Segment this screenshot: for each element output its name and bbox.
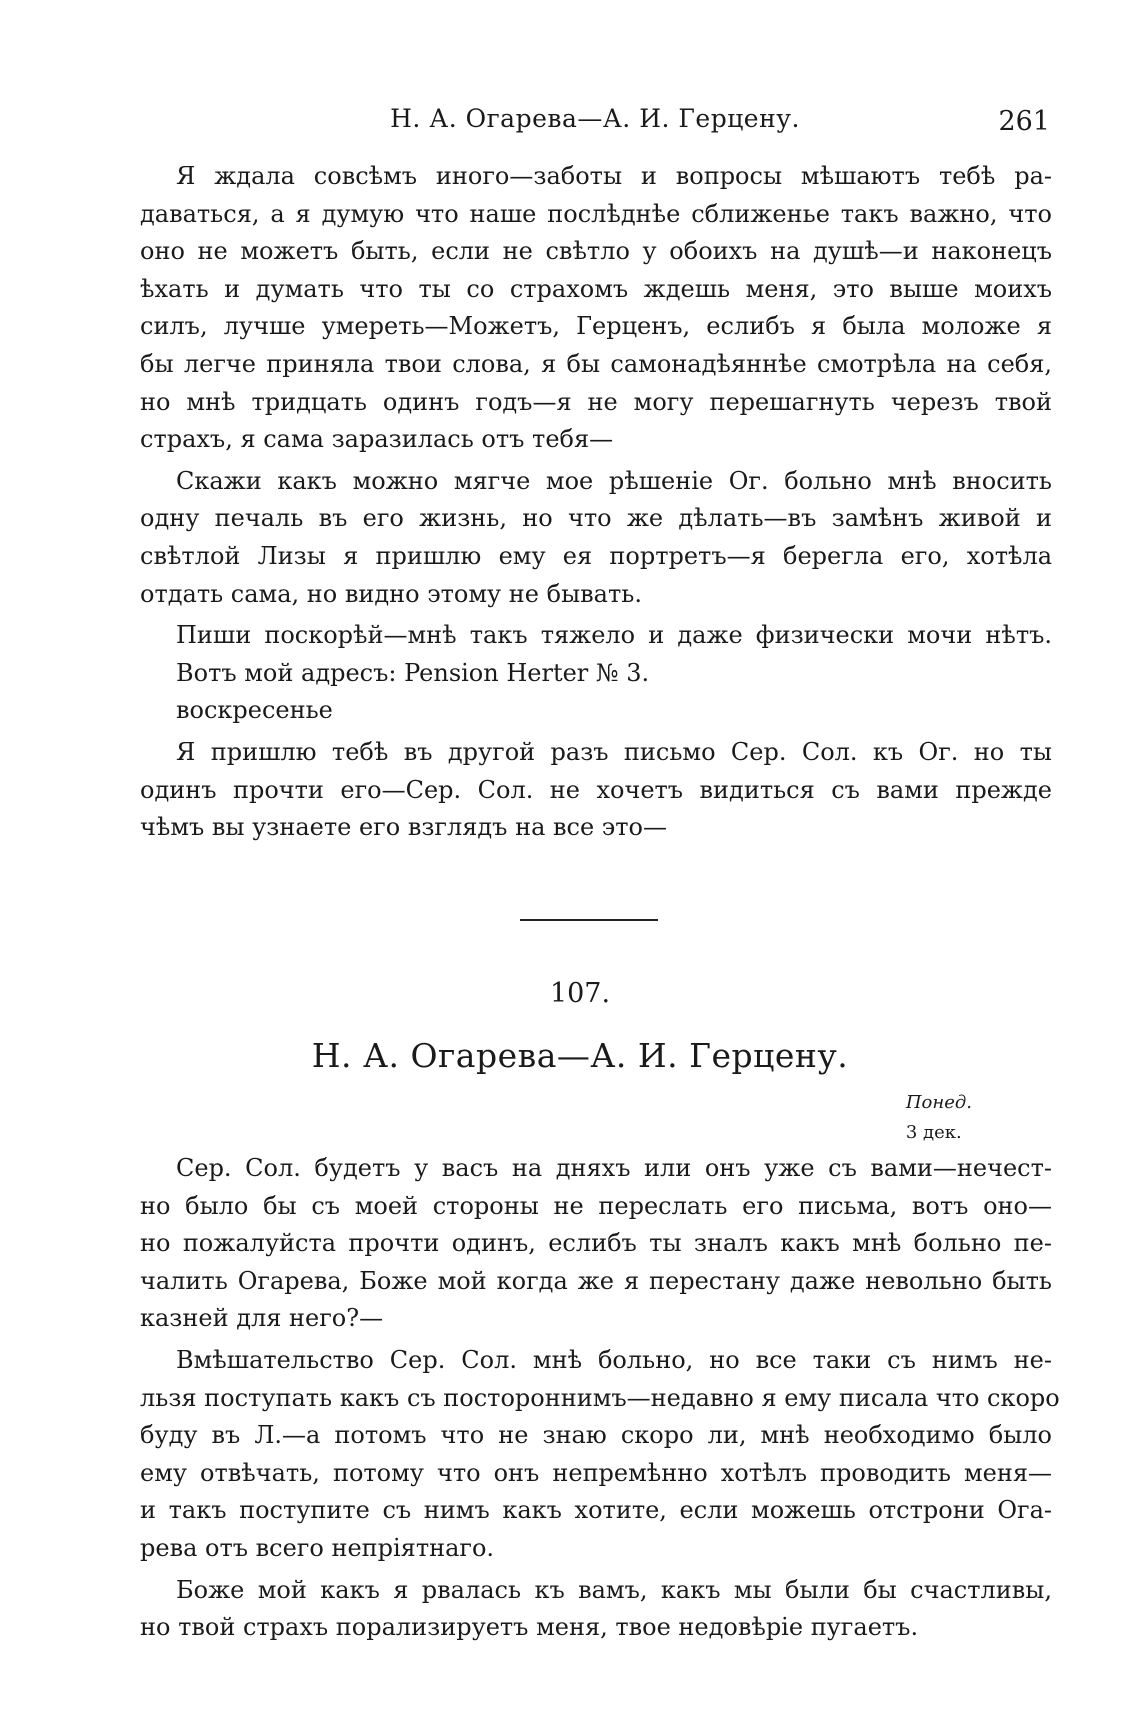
section-divider: [520, 919, 658, 921]
text-line: бы легче приняла твои слова, я бы самонадѣяннѣе смотрѣла на себя,: [140, 349, 1052, 378]
text-line: силъ, лучше умереть—Можетъ, Герценъ, еслибъ я была моложе я: [140, 312, 1052, 341]
text-line: оно не можетъ быть, если не свѣтло у обоихъ на душѣ—и наконецъ: [140, 237, 1052, 266]
text-line: ему отвѣчать, потому что онъ непремѣнно хотѣлъ проводить меня—: [140, 1458, 1052, 1487]
text-line: одну печаль въ его жизнь, но что же дѣлать—въ замѣнъ живой и: [140, 504, 1052, 533]
text-line: но было бы съ моей стороны не переслать его письма, вотъ оно—: [140, 1191, 1052, 1220]
text-line: но пожалуйста прочти одинъ, еслибъ ты зналъ какъ мнѣ больно пе-: [140, 1229, 1052, 1258]
text-line: страхъ, я сама заразилась отъ тебя—: [140, 425, 614, 454]
text-line: и такъ поступите съ нимъ какъ хотите, если можешь отстрони Ога-: [140, 1496, 1052, 1525]
weekday-line: воскресенье: [176, 696, 333, 725]
text-line: но твой страхъ порализируетъ меня, твое недовѣріе пугаетъ.: [140, 1613, 919, 1642]
page-number: 261: [998, 106, 1050, 137]
running-head: [140, 104, 1050, 144]
dateline: [906, 1088, 972, 1148]
text-line: казней для него?—: [140, 1304, 384, 1333]
text-line: рева отъ всего непріятнаго.: [140, 1533, 495, 1562]
text-line: Я пришлю тебѣ въ другой разъ письмо Сер. Сол. къ Ог. но ты: [176, 737, 1052, 766]
text-line: отдать сама, но видно этому не бывать.: [140, 579, 642, 608]
running-title: Н. А. Огарева—А. И. Герцену.: [390, 104, 800, 133]
paragraph: [140, 463, 1052, 613]
text-line: Боже мой какъ я рвалась къ вамъ, какъ мы были бы счастливы,: [176, 1575, 1052, 1604]
paragraph: [140, 617, 1052, 730]
text-line: даваться, а я думую что наше послѣднѣе сближенье такъ важно, что: [140, 199, 1052, 228]
text-line: Сер. Сол. будетъ у васъ на дняхъ или онъ уже съ вами—нечест-: [176, 1154, 1052, 1182]
paragraph: [140, 158, 1052, 459]
text-line: Скажи какъ можно мягче мое рѣшеніе Ог. больно мнѣ вносить: [176, 466, 1052, 495]
paragraph: [140, 1150, 1052, 1338]
text-line: свѣтлой Лизы я пришлю ему ея портретъ—я берегла его, хотѣла: [140, 541, 1052, 570]
text-line: но мнѣ тридцать одинъ годъ—я не могу перешагнуть черезъ твой: [140, 387, 1052, 416]
paragraph: [140, 1572, 1052, 1647]
text-line: чѣмъ вы узнаете его взглядъ на все это—: [140, 813, 667, 842]
address-line: Вотъ мой адресъ: Pension Herter № 3.: [176, 658, 650, 687]
text-line: чалить Огарева, Боже мой когда же я перестану даже невольно быть: [140, 1266, 1052, 1295]
letter-heading: Н. А. Огарева—А. И. Герцену.: [311, 1036, 849, 1075]
paragraph: [140, 1342, 1060, 1568]
new-letter-body: [140, 1150, 1060, 1647]
dateline-day: Понед.: [905, 1092, 972, 1113]
text-line: одинъ прочти его—Сер. Сол. не хочетъ видиться съ вами прежде: [140, 775, 1052, 804]
text-line: ѣхать и думать что ты со страхомъ ждешь меня, это выше моихъ: [140, 274, 1052, 303]
text-line: Вмѣшательство Сер. Сол. мнѣ больно, но все таки съ нимъ не-: [176, 1345, 1052, 1374]
text-line: буду въ Л.—а потомъ что не знаю скоро ли, мнѣ необходимо было: [140, 1421, 1052, 1450]
paragraph: [140, 734, 1052, 847]
text-line: льзя поступать какъ съ постороннимъ—недавно я ему писала что скоро: [140, 1383, 1060, 1412]
text-line: Пиши поскорѣй—мнѣ такъ тяжело и даже физически мочи нѣтъ.: [176, 621, 1052, 650]
letter-number: 107.: [549, 978, 611, 1009]
dateline-date: 3 дек.: [905, 1122, 962, 1143]
text-line: Я ждала совсѣмъ иного—заботы и вопросы мѣшаютъ тебѣ ра-: [176, 162, 1052, 190]
continued-letter: [140, 158, 1052, 847]
